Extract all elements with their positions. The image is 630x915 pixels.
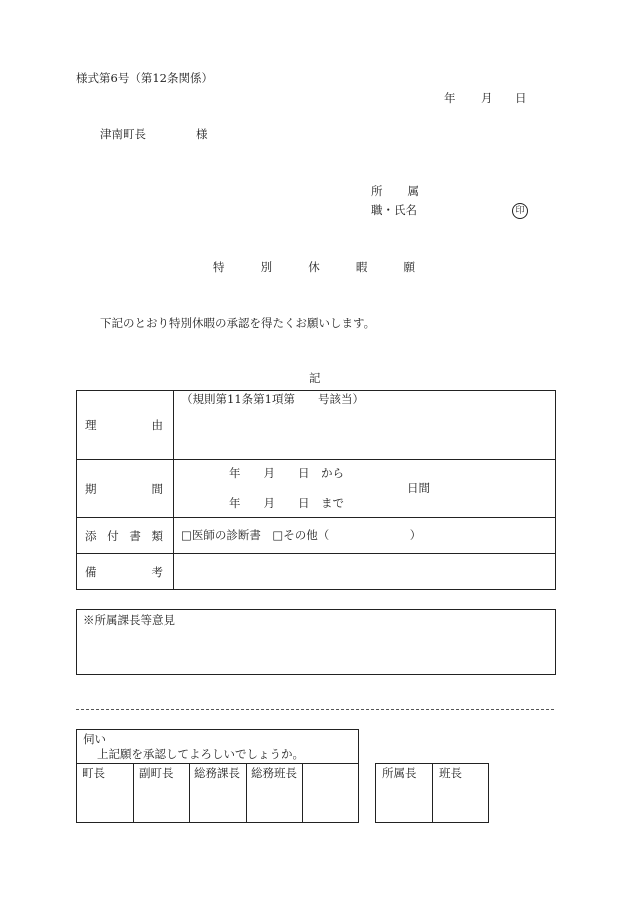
approval-stamp-table xyxy=(76,763,359,823)
addressee-honorific: 様 xyxy=(196,127,208,141)
attachments-value-cell[interactable] xyxy=(174,518,556,554)
opinion-box[interactable] xyxy=(76,609,556,675)
addressee-name: 津南町長 xyxy=(100,127,146,141)
title-char: 願 xyxy=(403,260,415,274)
stamp-cell-general-affairs-chief[interactable] xyxy=(190,764,247,823)
label-char: 期 xyxy=(85,481,97,496)
dept-label-char: 所 xyxy=(371,184,383,198)
inquiry-box xyxy=(76,729,359,764)
opinion-label: ※所属課長等意見 xyxy=(83,613,175,627)
remarks-row xyxy=(77,554,556,590)
period-from: 年 月 日 から xyxy=(229,466,344,480)
period-days: 日間 xyxy=(407,481,430,495)
label-char: 添 xyxy=(85,528,97,543)
reason-label xyxy=(77,417,173,433)
stamp-cell-vice-mayor[interactable] xyxy=(134,764,190,823)
label-char: 間 xyxy=(151,481,163,496)
label-char: 考 xyxy=(151,564,163,579)
stamp-cell-mayor[interactable] xyxy=(77,764,134,823)
seal-icon: 印 xyxy=(512,203,528,219)
label-char: 類 xyxy=(151,528,163,543)
stamp-cell-general-affairs-leader[interactable] xyxy=(247,764,303,823)
stamp-cell-team-leader[interactable] xyxy=(433,764,489,823)
date-year: 年 xyxy=(444,91,456,105)
intro-text: 下記のとおり特別休暇の承認を得たくお願いします。 xyxy=(100,316,376,330)
leave-details-table xyxy=(76,390,556,590)
period-to: 年 月 日 まで xyxy=(229,496,344,510)
name-label: 職・氏名 xyxy=(371,203,417,217)
label-char: 書 xyxy=(129,528,141,543)
attachments-row xyxy=(77,518,556,554)
stamp-label: 総務班長 xyxy=(251,766,297,780)
reason-note: （規則第11条第1項第 号該当） xyxy=(181,392,364,406)
label-char: 理 xyxy=(85,418,97,432)
ki-label: 記 xyxy=(309,371,321,385)
stamp-label: 班長 xyxy=(439,766,462,780)
form-title xyxy=(213,262,415,274)
period-row xyxy=(77,460,556,518)
date-month: 月 xyxy=(481,91,493,105)
period-value-cell[interactable] xyxy=(174,460,556,518)
label-char: 備 xyxy=(85,564,97,579)
form-number: 様式第6号（第12条関係） xyxy=(76,71,213,85)
stamp-cell-blank[interactable] xyxy=(303,764,359,823)
inquiry-text: 上記願を承認してよろしいでしょうか。 xyxy=(97,747,304,761)
reason-row xyxy=(77,391,556,460)
remarks-label-cell xyxy=(77,554,174,590)
dept-label-char: 属 xyxy=(407,184,419,198)
title-char: 休 xyxy=(308,260,320,274)
dept-stamp-table xyxy=(375,763,489,823)
dotted-divider xyxy=(76,709,554,710)
title-char: 特 xyxy=(213,260,225,274)
stamp-label xyxy=(303,764,358,768)
remarks-label xyxy=(77,564,173,580)
label-char: 付 xyxy=(107,528,119,543)
stamp-label: 町長 xyxy=(82,766,105,780)
label-char: 由 xyxy=(151,418,163,432)
remarks-value-cell[interactable] xyxy=(174,554,556,590)
stamp-label: 総務課長 xyxy=(194,766,240,780)
dept-label xyxy=(371,186,419,198)
title-char: 暇 xyxy=(355,260,368,274)
period-label-cell xyxy=(77,460,174,518)
attachments-label-cell xyxy=(77,518,174,554)
stamp-label: 副町長 xyxy=(139,766,174,780)
stamp-label: 所属長 xyxy=(382,766,417,780)
attachments-options: □医師の診断書 □その他（ ） xyxy=(181,527,422,542)
date-day: 日 xyxy=(515,91,527,105)
stamp-cell-dept-head[interactable] xyxy=(376,764,433,823)
title-char: 別 xyxy=(260,260,273,274)
reason-label-cell xyxy=(77,391,174,460)
reason-value-cell[interactable] xyxy=(174,391,556,460)
inquiry-heading: 伺い xyxy=(83,732,106,746)
attachments-label xyxy=(77,528,173,544)
period-label xyxy=(77,481,173,497)
